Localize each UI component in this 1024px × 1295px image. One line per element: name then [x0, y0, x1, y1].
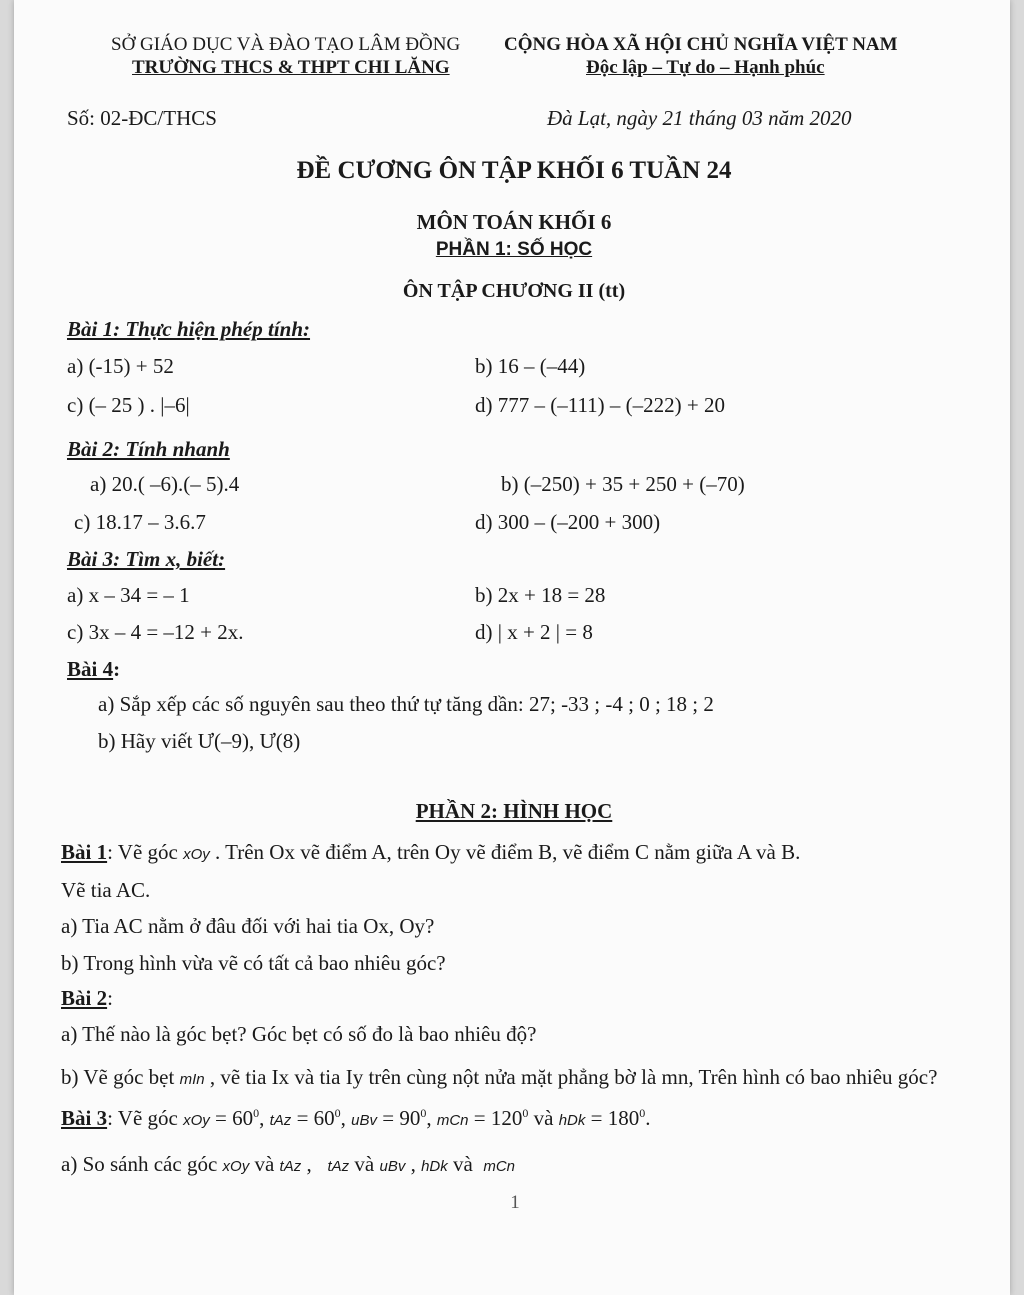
angle-min: mIn [179, 1071, 205, 1088]
document-title: ĐỀ CƯƠNG ÔN TẬP KHỐI 6 TUẦN 24 [296, 157, 732, 184]
comma: , [426, 1106, 437, 1130]
and-word: và [447, 1152, 479, 1176]
bai3-b: b) 2x + 18 = 28 [475, 583, 606, 607]
value-180: = 180 [585, 1106, 640, 1130]
geo-bai1-label: Bài 1 [61, 840, 108, 864]
bai2-b: b) (–250) + 35 + 250 + (–70) [501, 472, 745, 496]
part2-heading: PHẦN 2: HÌNH HỌC [415, 799, 613, 823]
geo-bai2-title [61, 986, 113, 1011]
angle-xoy-3: xOy [222, 1158, 250, 1175]
angle-taz: tAz [269, 1112, 292, 1129]
geo-bai2-a: a) Thế nào là góc bẹt? Góc bẹt có số đo là bao nhiêu độ? [61, 1022, 537, 1046]
geo-bai1-a: a) Tia AC nằm ở đâu đối với hai tia Ox, Oy? [61, 914, 435, 938]
geo-bai3-label: Bài 3 [61, 1106, 108, 1130]
angle-mcn: mCn [436, 1112, 469, 1129]
angle-hdk-2: hDk [421, 1158, 448, 1175]
geo-bai1-line2: Vẽ tia AC. [61, 878, 151, 902]
bai3-a: a) x – 34 = – 1 [67, 583, 190, 607]
geo-bai2-b-pre: b) Vẽ góc bẹt [61, 1065, 180, 1089]
angle-taz-3: tAz [327, 1158, 350, 1175]
republic-name: CỘNG HÒA XÃ HỘI CHỦ NGHĨA VIỆT NAM [504, 34, 898, 55]
geo-bai1-b: b) Trong hình vừa vẽ có tất cả bao nhiêu góc? [61, 951, 446, 975]
geo-bai1-text: : Vẽ góc [107, 840, 184, 864]
part1-heading: PHẦN 1: SỐ HỌC [435, 239, 593, 260]
geo-bai3-pre: : Vẽ góc [107, 1106, 184, 1130]
angle-taz-2: tAz [279, 1158, 302, 1175]
degree: 0 [253, 1106, 260, 1120]
bai4-b: b) Hãy viết Ư(–9), Ư(8) [98, 729, 301, 753]
dept-name: SỞ GIÁO DỤC VÀ ĐÀO TẠO LÂM ĐỒNG [111, 34, 461, 55]
bai1-title: Bài 1: Thực hiện phép tính: [67, 317, 311, 341]
document-page [14, 0, 1010, 1295]
and-word: và [249, 1152, 280, 1176]
angle-xoy-2: xOy [183, 1112, 210, 1129]
and: và [528, 1106, 559, 1130]
bai1-b: b) 16 – (–44) [475, 354, 586, 378]
degree: 0 [522, 1106, 529, 1120]
geo-bai2-b [61, 1065, 937, 1090]
value-60b: = 60 [291, 1106, 335, 1130]
geo-bai3-line1 [61, 1106, 650, 1131]
geo-bai3-a [61, 1152, 515, 1177]
sep: , [301, 1152, 317, 1176]
bai4-colon: : [113, 657, 121, 681]
bai4-title [67, 657, 120, 682]
geo-bai1-text2: . Trên Ox vẽ điểm A, trên Oy vẽ điểm B, vẽ điểm C nằm giữa A và B. [209, 840, 801, 864]
angle-ubv: uBv [351, 1112, 378, 1129]
bai1-c: c) (– 25 ) . |–6| [67, 393, 190, 417]
bai1-a: a) (-15) + 52 [67, 354, 174, 378]
school-name: TRƯỜNG THCS & THPT CHI LĂNG [132, 57, 450, 78]
sep: , [405, 1152, 422, 1176]
document-number: Số: 02-ĐC/THCS [67, 106, 217, 130]
angle-ubv-2: uBv [379, 1158, 406, 1175]
subject-title: MÔN TOÁN KHỐI 6 [416, 210, 612, 234]
period: . [645, 1106, 651, 1130]
comma: , [259, 1106, 270, 1130]
angle-xoy: xOy [183, 846, 210, 863]
angle-hdk: hDk [558, 1112, 586, 1129]
geo-bai2-label: Bài 2 [61, 986, 108, 1010]
compare-pre: a) So sánh các góc [61, 1152, 223, 1176]
bai2-c: c) 18.17 – 3.6.7 [74, 510, 206, 534]
bai3-c: c) 3x – 4 = –12 + 2x. [67, 620, 244, 644]
value-120: = 120 [468, 1106, 523, 1130]
bai3-title: Bài 3: Tìm x, biết: [67, 547, 226, 571]
page-number: 1 [510, 1192, 520, 1213]
geo-bai2-b-post: , vẽ tia Ix và tia Iy trên cùng nột nửa mặt phẳng bờ là mn, Trên hình có bao nhiêu góc? [204, 1065, 938, 1089]
geo-bai1-line1 [61, 840, 800, 865]
bai2-title: Bài 2: Tính nhanh [67, 437, 230, 461]
geo-bai2-colon: : [107, 986, 113, 1010]
degree: 0 [639, 1106, 646, 1120]
document-date: Đà Lạt, ngày 21 tháng 03 năm 2020 [547, 106, 852, 130]
and-word: và [349, 1152, 380, 1176]
degree: 0 [420, 1106, 427, 1120]
bai3-d: d) | x + 2 | = 8 [475, 620, 593, 644]
comma: , [340, 1106, 352, 1130]
angle-mcn-2: mCn [483, 1158, 516, 1175]
bai2-a: a) 20.( –6).(– 5).4 [90, 472, 240, 496]
value-90: = 90 [377, 1106, 421, 1130]
value-60: = 60 [209, 1106, 254, 1130]
motto: Độc lập – Tự do – Hạnh phúc [586, 57, 825, 78]
bai2-d: d) 300 – (–200 + 300) [475, 510, 661, 534]
bai4-label: Bài 4 [67, 657, 114, 681]
bai4-a: a) Sắp xếp các số nguyên sau theo thứ tự tăng dần: 27; -33 ; -4 ; 0 ; 18 ; 2 [98, 692, 714, 716]
degree: 0 [334, 1106, 341, 1120]
review-heading: ÔN TẬP CHƯƠNG II (tt) [402, 280, 626, 302]
bai1-d: d) 777 – (–111) – (–222) + 20 [475, 393, 726, 417]
